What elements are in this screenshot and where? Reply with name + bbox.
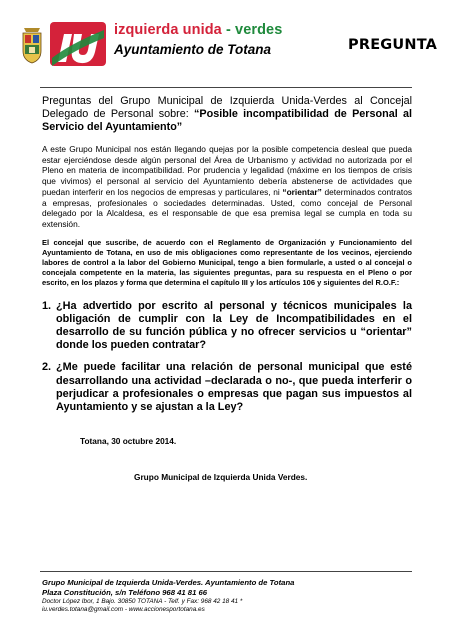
- document-type: PREGUNTA: [348, 37, 438, 53]
- context-paragraph: [42, 144, 412, 230]
- question-number: 2.: [42, 361, 52, 374]
- question-text: ¿Ha advertido por escrito al personal y técnicos municipales la obligación de cumplir con la Ley de Incompatibilidades en el desarrollo de su función pública y no ofrecer servicios u “orientar” donde los pueden contratar?: [56, 299, 412, 352]
- party-name-primary: izquierda unida: [114, 22, 222, 38]
- header-divider: [40, 87, 412, 88]
- question-item: [42, 361, 412, 414]
- footer-divider: [40, 571, 412, 572]
- footer-address: Plaza Constitución, s/n Teléfono 968 41 81 66: [42, 588, 208, 597]
- footer-email-web: iu.verdes.totana@gmail.com - www.accionesportotana.es: [42, 606, 205, 614]
- iu-logo-icon: [50, 22, 106, 66]
- council-name: Ayuntamiento de Totana: [114, 42, 272, 57]
- context-text-end: determinados contratos a empresas, profesionales o sociedades determinadas. Usted, como concejal de Personal delegado por la Alcaldesa, es el responsable de que esa premisa legal se cumpla en toda su extensión.: [42, 186, 413, 229]
- party-name-text: [114, 22, 282, 38]
- document-date: Totana, 30 octubre 2014.: [80, 436, 177, 447]
- party-name: [114, 22, 282, 38]
- document-body: [42, 95, 412, 482]
- footer-org: Grupo Municipal de Izquierda Unida-Verdes. Ayuntamiento de Totana: [42, 578, 295, 587]
- question-number: 1.: [42, 299, 52, 312]
- formal-statement: El concejal que suscribe, de acuerdo con el Reglamento de Organización y Funcionamiento del Ayuntamiento de Totana, en uso de mis obligaciones como representante de los vecinos, ejerciendo labores de control a la labor del Gobierno Municipal, tengo a bien formularle, a usted o al concejal o concejala competente en la materia, las siguientes preguntas, para su respuesta en el Pleno o por escrito, en los plazos y forma que determina el capítulo III y los artículos 106 y siguientes del R.O.F.:: [42, 237, 412, 287]
- municipal-crest-icon: [20, 26, 44, 64]
- question-list: [42, 300, 412, 415]
- context-text-start: A este Grupo Municipal nos están llegando quejas por la posible competencia desleal que pueda estar ejerciéndose desde algún personal del Área de Urbanismo y actividad no autorizada por el Pleno en materia de incompatibilidad. Por prudencia y legalidad (máxime en los tiempos de crisis que vivimos) el personal al servicio del Ayuntamiento debería abstenerse de actividades que puedan interferir en los negocios de empresas y particulares, ni: [42, 144, 412, 197]
- question-text: ¿Me puede facilitar una relación de personal municipal que esté desarrollando una actividad –declarada o no-, que pueda interferir o perjudicar a profesionales o empresas que pagan sus impuestos al Ayuntamiento y se ajustan a la Ley?: [56, 361, 412, 414]
- title-intro: Preguntas del Grupo Municipal de Izquierda Unida-Verdes al Concejal Delegado de Personal sobre:: [42, 95, 412, 120]
- title-subject: “Posible incompatibilidad de Personal al Servicio del Ayuntamiento”: [42, 108, 412, 133]
- context-text-emphasis: “orientar”: [282, 186, 322, 197]
- party-name-secondary: - verdes: [221, 22, 283, 38]
- footer: [42, 578, 412, 614]
- footer-contact: Doctor López Ibor, 1 Bajo. 30850 TOTANA - Telf. y Fax: 968 42 18 41 *: [42, 598, 243, 605]
- letterhead: [0, 0, 452, 80]
- document-title: [42, 95, 412, 134]
- question-item: [42, 300, 412, 353]
- signature-line: Grupo Municipal de Izquierda Unida Verdes.: [134, 472, 308, 483]
